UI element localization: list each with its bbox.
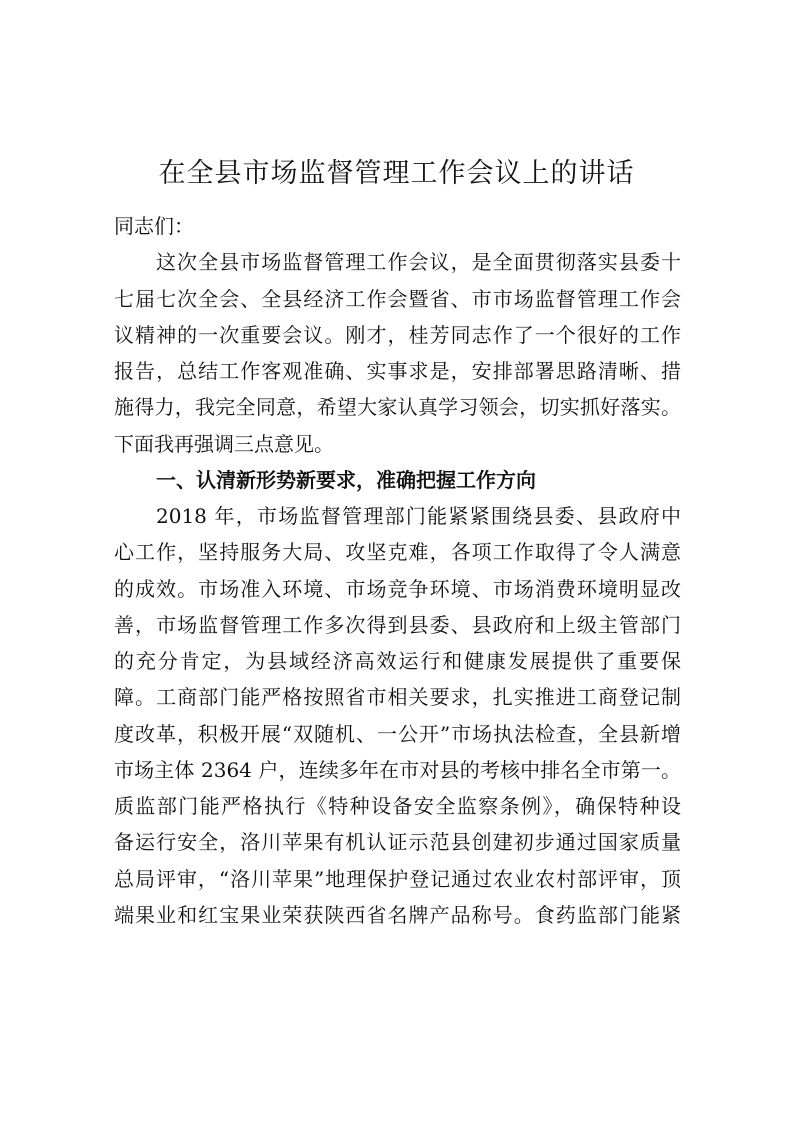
text-line: 报告，总结工作客观准确、实事求是，安排部署思路清晰、措 <box>114 359 681 383</box>
text-line: 障。工商部门能严格按照省市相关要求，扎实推进工商登记制 <box>114 685 681 710</box>
paragraph-intro <box>114 244 681 462</box>
text-line: 备运行安全，洛川苹果有机认证示范县创建初步通过国家质量 <box>114 830 681 855</box>
document-body <box>114 208 681 933</box>
text-line: 心工作，坚持服务大局、攻坚克难，各项工作取得了令人满意 <box>114 540 681 565</box>
salutation: 同志们： <box>114 214 194 238</box>
document-title: 在全县市场监督管理工作会议上的讲话 <box>158 158 635 189</box>
text-line: 这次全县市场监督管理工作会议，是全面贯彻落实县委十 <box>156 250 681 275</box>
text-line: 下面我再强调三点意见。 <box>114 431 334 456</box>
text-line: 度改革，积极开展“双随机、一公开”市场执法检查，全县新增 <box>114 721 681 746</box>
text-line: 议精神的一次重要会议。刚才，桂芳同志作了一个很好的工作 <box>114 322 681 347</box>
text-line: 善，市场监督管理工作多次得到县委、县政府和上级主管部门 <box>114 612 681 637</box>
text-line: 端果业和红宝果业荣获陕西省名牌产品称号。食药监部门能紧 <box>114 902 681 927</box>
text-line: 的充分肯定，为县域经济高效运行和健康发展提供了重要保 <box>114 649 681 673</box>
text-line: 质监部门能严格执行《特种设备安全监察条例》，确保特种设 <box>114 794 681 818</box>
text-line: 总局评审，“洛川苹果”地理保护登记通过农业农村部评审，顶 <box>114 866 681 891</box>
text-line: 市场主体 2364 户，连续多年在市对县的考核中排名全市第一。 <box>114 757 681 782</box>
text-line: 的成效。市场准入环境、市场竞争环境、市场消费环境明显改 <box>114 576 681 601</box>
text-line: 2018 年，市场监督管理部门能紧紧围绕县委、县政府中 <box>156 504 681 528</box>
text-line: 七届七次全会、全县经济工作会暨省、市市场监督管理工作会 <box>114 286 681 311</box>
section-heading: 一、认清新形势新要求，准确把握工作方向 <box>156 467 536 492</box>
text-line: 施得力，我完全同意，希望大家认真学习领会，切实抓好落实。 <box>114 395 681 420</box>
paragraph-section1 <box>114 498 681 933</box>
